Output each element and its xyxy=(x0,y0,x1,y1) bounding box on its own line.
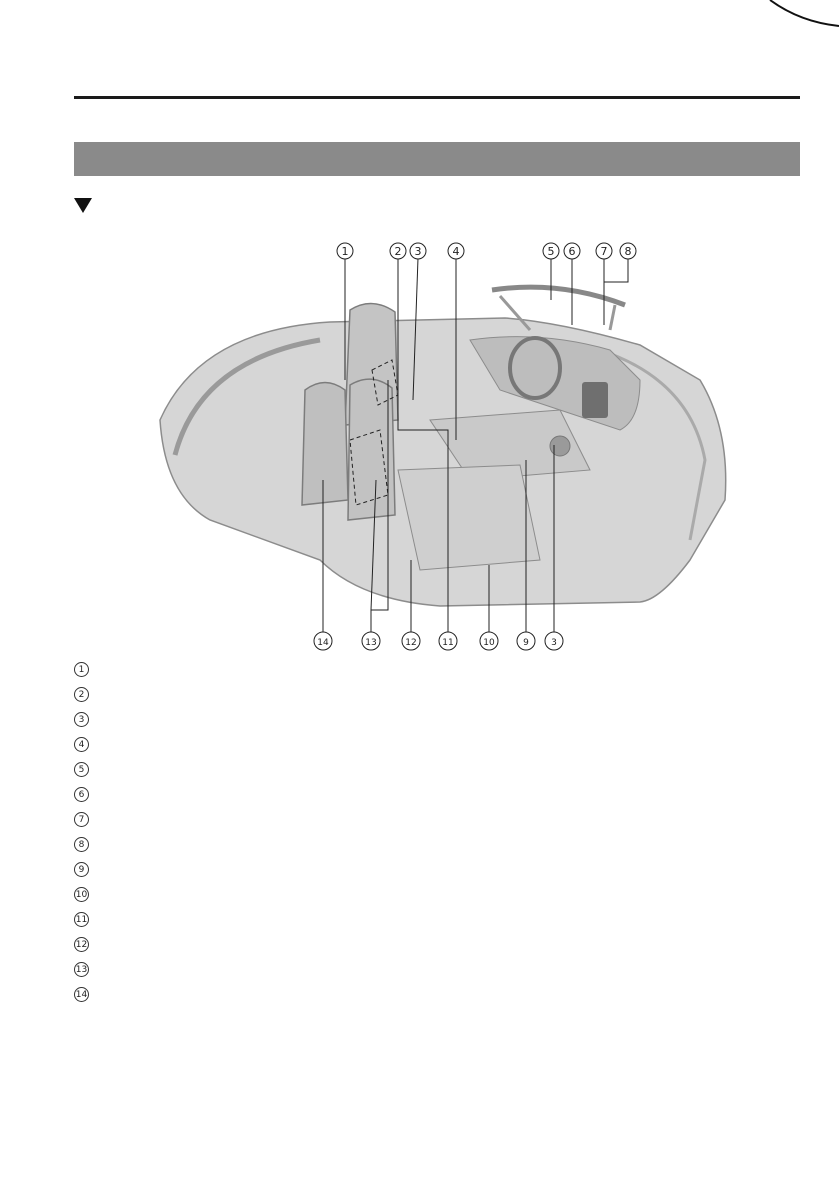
callout-top-3 xyxy=(410,243,426,259)
callout-top-5 xyxy=(543,243,559,259)
display-screen xyxy=(582,382,608,418)
legend-number: 11 xyxy=(74,912,89,927)
legend-item xyxy=(74,882,89,907)
legend-number: 12 xyxy=(74,937,89,952)
legend-item xyxy=(74,682,89,707)
legend-item xyxy=(74,707,89,732)
svg-text:1: 1 xyxy=(341,245,349,258)
legend-number: 14 xyxy=(74,987,89,1002)
legend-number: 8 xyxy=(74,837,89,852)
callout-bottom-13 xyxy=(362,632,380,650)
legend-item xyxy=(74,657,89,682)
callout-bottom-3 xyxy=(545,632,563,650)
bottom-callouts xyxy=(314,632,563,650)
callout-top-6 xyxy=(564,243,580,259)
callout-legend xyxy=(74,657,89,1007)
callout-bottom-12 xyxy=(402,632,420,650)
svg-text:10: 10 xyxy=(483,638,495,648)
legend-item xyxy=(74,982,89,1007)
legend-number: 9 xyxy=(74,862,89,877)
legend-number: 10 xyxy=(74,887,89,902)
svg-text:6: 6 xyxy=(568,245,576,258)
legend-number: 3 xyxy=(74,712,89,727)
legend-item xyxy=(74,757,89,782)
legend-item xyxy=(74,932,89,957)
callout-bottom-11 xyxy=(439,632,457,650)
svg-text:11: 11 xyxy=(442,638,454,648)
legend-number: 1 xyxy=(74,662,89,677)
legend-number: 6 xyxy=(74,787,89,802)
svg-text:9: 9 xyxy=(523,638,529,648)
legend-number: 5 xyxy=(74,762,89,777)
callout-bottom-10 xyxy=(480,632,498,650)
callout-top-4 xyxy=(448,243,464,259)
legend-item xyxy=(74,832,89,857)
svg-text:3: 3 xyxy=(551,638,557,648)
svg-text:8: 8 xyxy=(624,245,632,258)
svg-text:7: 7 xyxy=(600,245,608,258)
legend-item xyxy=(74,857,89,882)
legend-number: 2 xyxy=(74,687,89,702)
legend-number: 7 xyxy=(74,812,89,827)
callout-top-8 xyxy=(620,243,636,259)
legend-item xyxy=(74,782,89,807)
callout-bottom-14 xyxy=(314,632,332,650)
legend-item xyxy=(74,957,89,982)
svg-text:2: 2 xyxy=(394,245,402,258)
svg-text:4: 4 xyxy=(452,245,460,258)
callout-top-1 xyxy=(337,243,353,259)
callout-top-2 xyxy=(390,243,406,259)
top-callouts xyxy=(337,243,636,259)
legend-item xyxy=(74,807,89,832)
legend-number: 4 xyxy=(74,737,89,752)
svg-text:14: 14 xyxy=(317,638,329,648)
legend-number: 13 xyxy=(74,962,89,977)
callout-bottom-9 xyxy=(517,632,535,650)
callout-top-7 xyxy=(596,243,612,259)
svg-text:5: 5 xyxy=(547,245,555,258)
svg-text:13: 13 xyxy=(365,638,377,648)
legend-item xyxy=(74,907,89,932)
svg-text:12: 12 xyxy=(405,638,417,648)
legend-item xyxy=(74,732,89,757)
svg-text:3: 3 xyxy=(414,245,422,258)
